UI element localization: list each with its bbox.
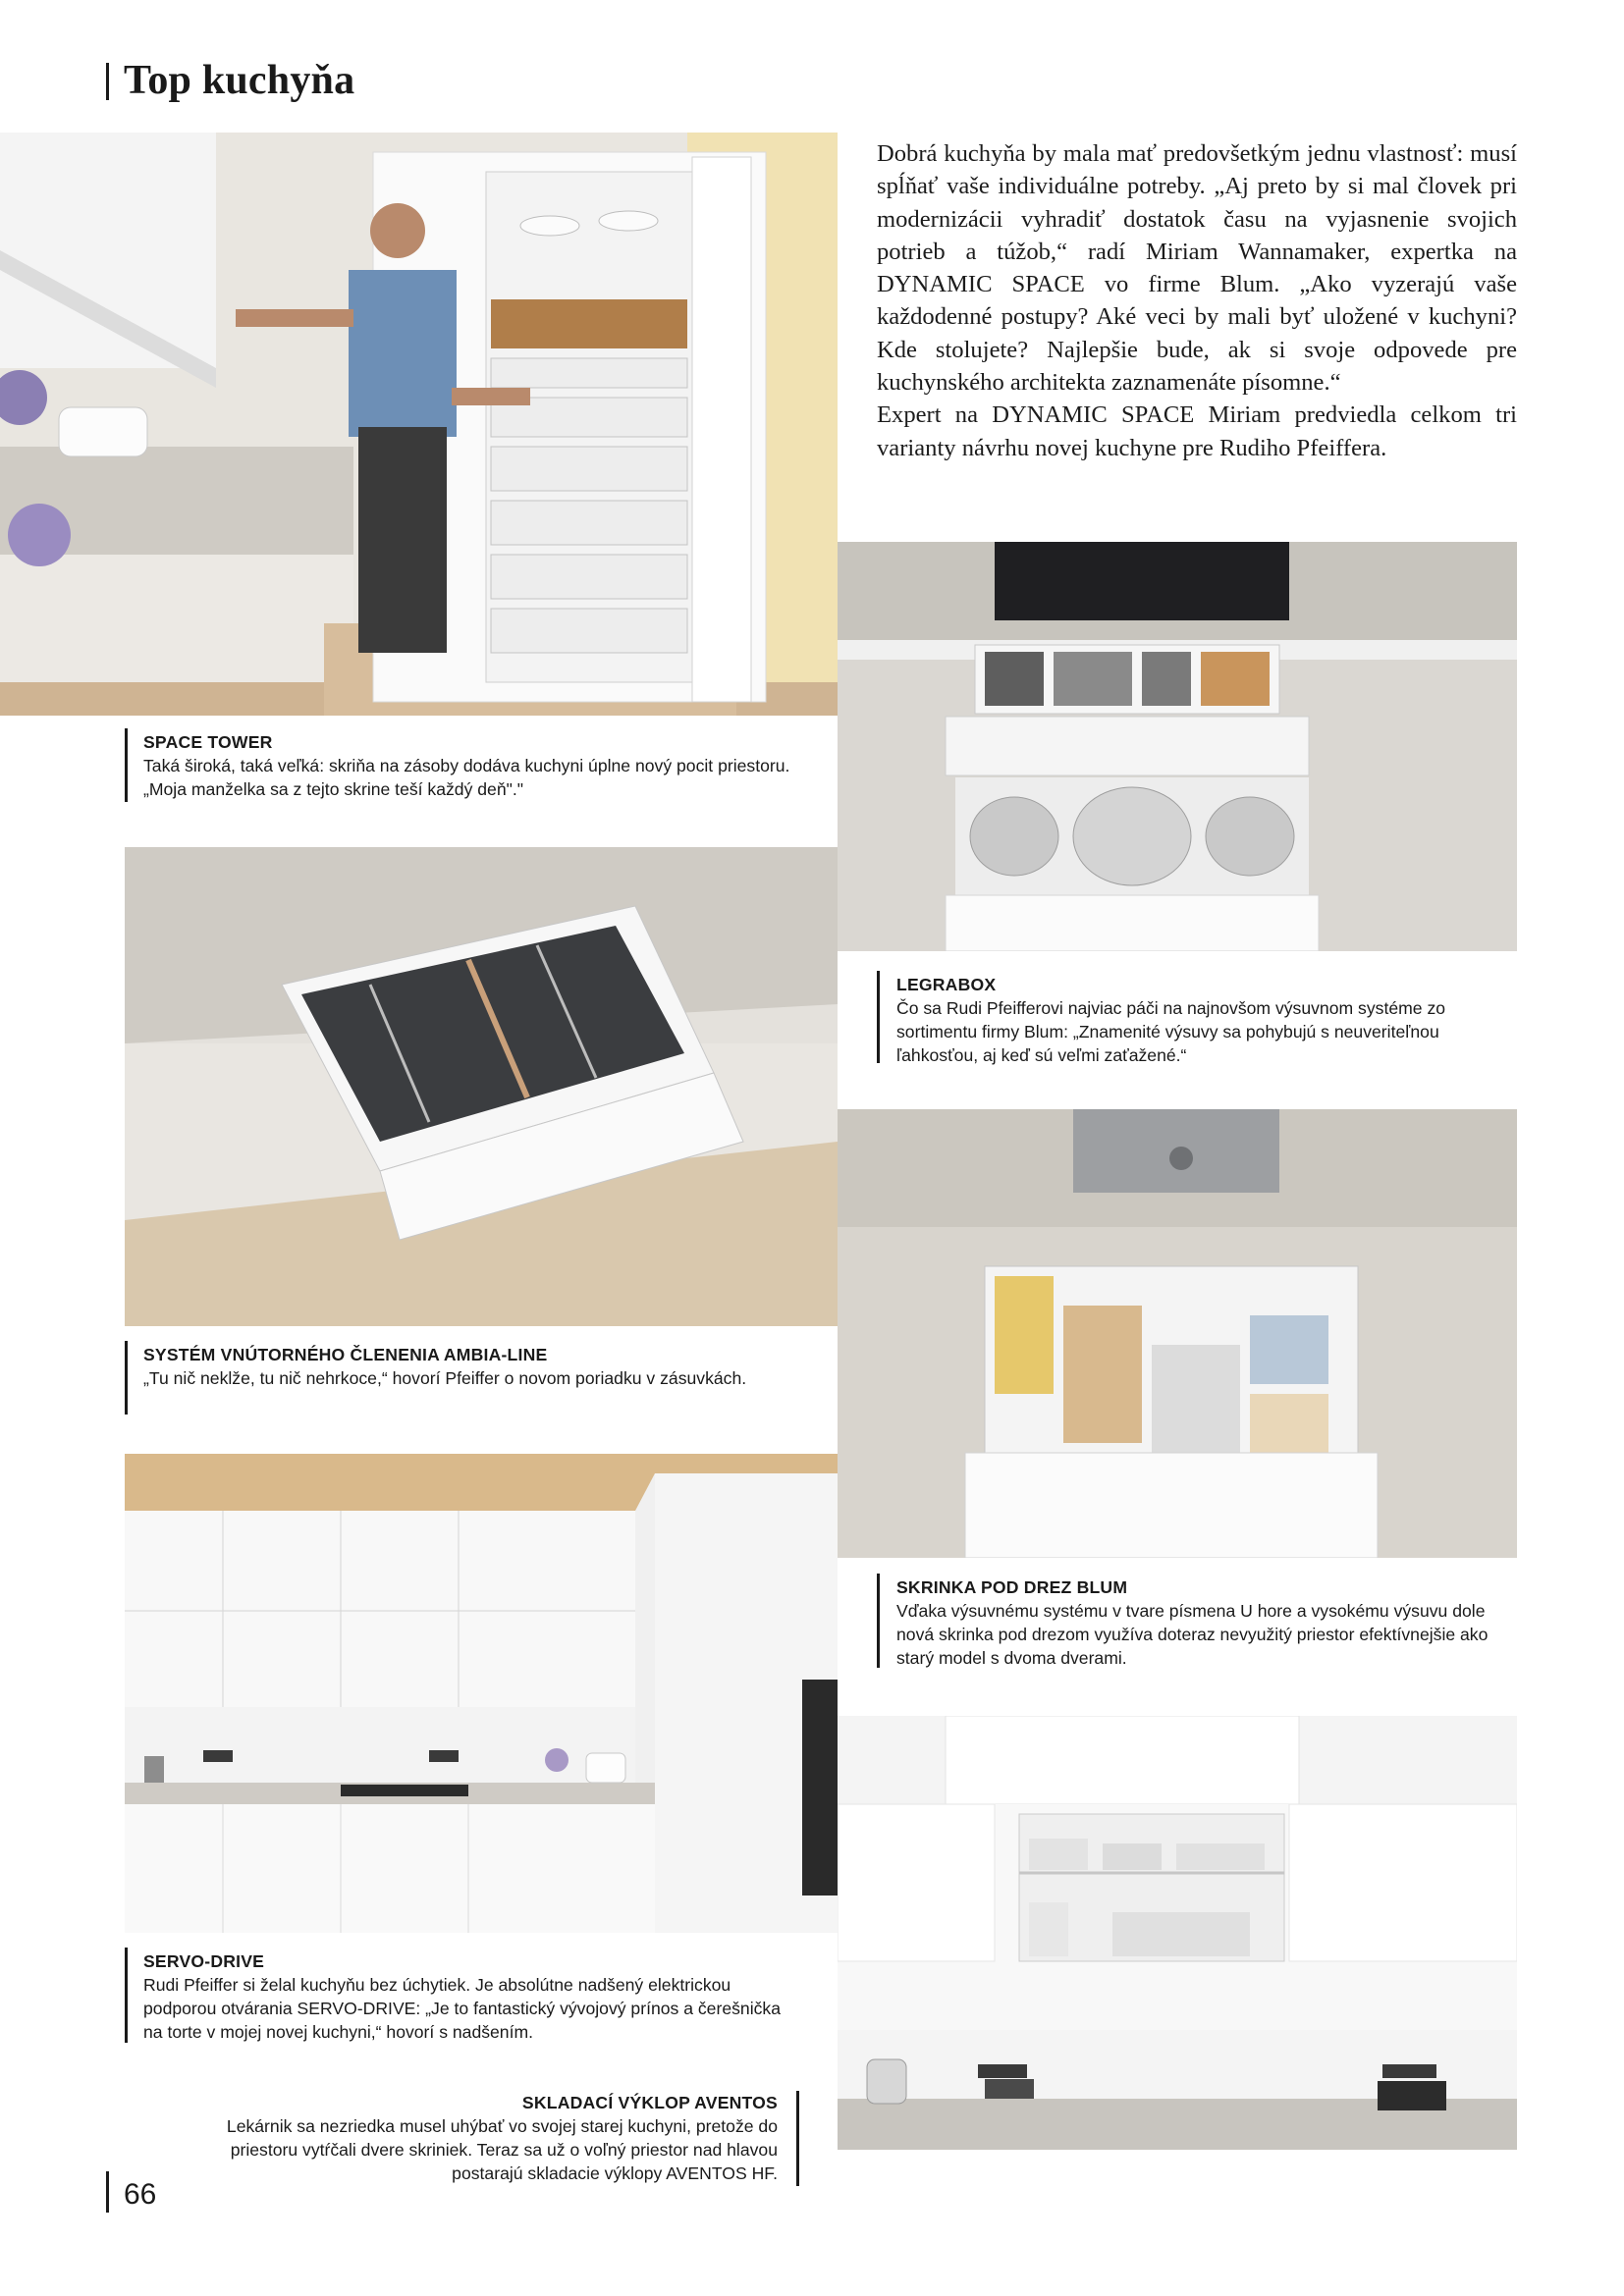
caption-rule bbox=[877, 1574, 880, 1668]
caption-body: Taká široká, taká veľká: skriňa na zásoby dodáva kuchyni úplne nový pocit priestoru. „Moja manželka sa z tejto skrine teší každý deň"." bbox=[143, 756, 790, 799]
caption-rule bbox=[796, 2091, 799, 2186]
caption-rule bbox=[877, 971, 880, 1063]
caption-servo bbox=[143, 1949, 791, 2044]
intro-text bbox=[877, 137, 1517, 464]
photo-ambia-line bbox=[125, 847, 838, 1326]
caption-legrabox bbox=[896, 973, 1505, 1067]
caption-aventos bbox=[157, 2091, 778, 2185]
photo-aventos bbox=[838, 1716, 1517, 2150]
caption-heading: SKRINKA POD DREZ BLUM bbox=[896, 1577, 1128, 1597]
caption-heading: SYSTÉM VNÚTORNÉHO ČLENENIA AMBIA-LINE bbox=[143, 1345, 548, 1364]
caption-body: Rudi Pfeiffer si želal kuchyňu bez úchytiek. Je absolútne nadšený elektrickou podporou otvárania SERVO-DRIVE: „Je to fantastický vývojový prínos a čerešnička na torte v mojej novej kuchyni,“ hovorí s nadšením. bbox=[143, 1975, 781, 2042]
caption-rule bbox=[125, 728, 128, 802]
caption-rule bbox=[125, 1948, 128, 2043]
caption-body: Čo sa Rudi Pfeifferovi najviac páči na najnovšom výsuvnom systéme zo sortimentu firmy Blum: „Znamenité výsuvy sa pohybujú s neuveriteľnou ľahkosťou, aj keď sú veľmi zaťažené.“ bbox=[896, 998, 1446, 1065]
intro-paragraph: Dobrá kuchyňa by mala mať predovšetkým jednu vlastnosť: musí spĺňať vaše individuálne potreby. „Aj preto by si mal človek pri modernizácii vyhradiť dostatok času na vyjasnenie svojich potrieb a túžob,“ radí Miriam Wannamaker, expertka na DYNAMIC SPACE vo firme Blum. „Ako vyzerajú vaše každodenné postupy? Aké veci by mali byť uložené v kuchyni? Kde stolujete? Najlepšie bude, ak si svoje odpovede pre kuchynského architekta zaznamenáte písomne.“ bbox=[877, 140, 1517, 397]
aventos-illustration bbox=[838, 1716, 1517, 2150]
page-number-rule bbox=[106, 2171, 109, 2213]
legrabox-illustration bbox=[838, 542, 1517, 951]
title-rule bbox=[106, 63, 109, 100]
caption-body: „Tu nič neklže, tu nič nehrkoce,“ hovorí Pfeiffer o novom poriadku v zásuvkách. bbox=[143, 1368, 747, 1388]
caption-heading: SKLADACÍ VÝKLOP AVENTOS bbox=[521, 2093, 778, 2112]
sink-cabinet-illustration bbox=[838, 1109, 1517, 1558]
page-title: Top kuchyňa bbox=[124, 58, 355, 103]
page-number: 66 bbox=[124, 2178, 157, 2211]
caption-rule bbox=[125, 1341, 128, 1415]
caption-body: Lekárnik sa nezriedka musel uhýbať vo svojej starej kuchyni, pretože do priestoru vytŕčali dvere skriniek. Teraz sa už o voľný priestor nad hlavou postarajú skladacie výklopy AVENTOS HF. bbox=[226, 2116, 778, 2183]
photo-legrabox bbox=[838, 542, 1517, 951]
caption-heading: SERVO-DRIVE bbox=[143, 1951, 265, 1971]
photo-sink-cabinet bbox=[838, 1109, 1517, 1558]
caption-space-tower bbox=[143, 730, 791, 801]
photo-space-tower bbox=[0, 133, 838, 716]
intro-paragraph: Expert na DYNAMIC SPACE Miriam predviedla celkom tri varianty návrhu novej kuchyne pre Rudiho Pfeiffera. bbox=[877, 401, 1517, 461]
ambia-line-illustration bbox=[125, 847, 838, 1326]
caption-ambia bbox=[143, 1343, 752, 1390]
caption-body: Vďaka výsuvnému systému v tvare písmena U hore a vysokému výsuvu dole nová skrinka pod drezom využíva doteraz nevyužitý priestor efektívnejšie ako starý model s dvoma dverami. bbox=[896, 1601, 1489, 1668]
servo-drive-illustration bbox=[125, 1454, 838, 1933]
photo-servo-drive bbox=[125, 1454, 838, 1933]
space-tower-illustration bbox=[0, 133, 838, 716]
caption-sink bbox=[896, 1575, 1515, 1670]
caption-heading: LEGRABOX bbox=[896, 975, 997, 994]
caption-heading: SPACE TOWER bbox=[143, 732, 273, 752]
